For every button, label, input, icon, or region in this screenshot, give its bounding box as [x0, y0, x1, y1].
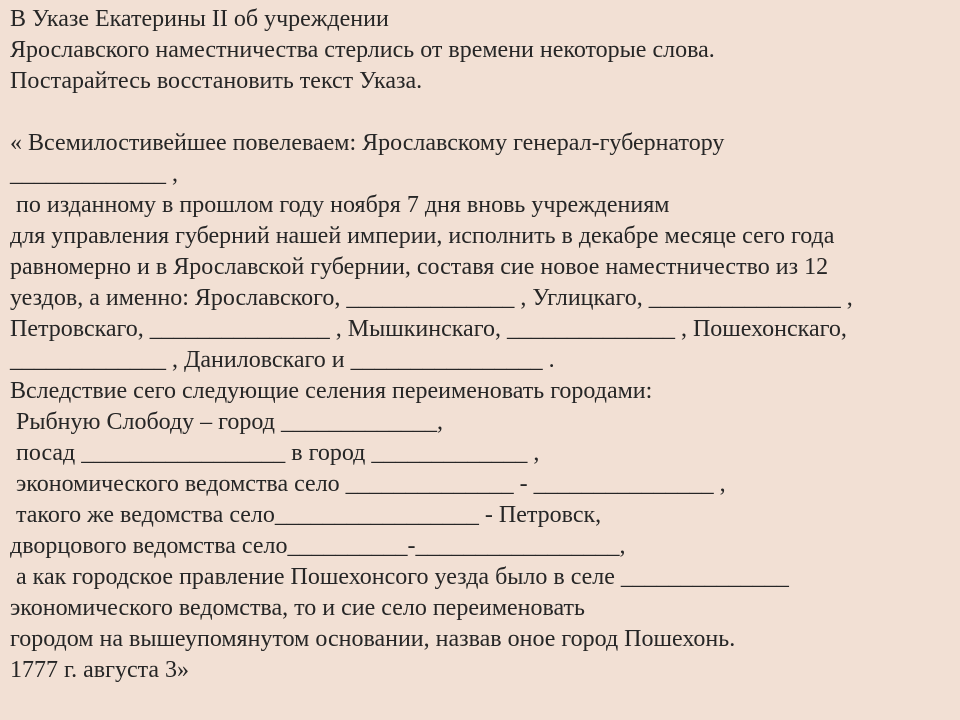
decree-line: « Всемилостивейшее повелеваем: Ярославскому генерал-губернатору [10, 130, 725, 156]
decree-line: экономического ведомства, то и сие село переименовать [10, 595, 585, 621]
decree-line: такого же ведомства село_________________ - Петровск, [10, 502, 602, 528]
decree-line: _____________ , Даниловскаго и ________________ . [10, 347, 555, 373]
intro-line: Ярославского наместничества стерлись от времени некоторые слова. [10, 37, 715, 63]
decree-line: равномерно и в Ярославской губернии, составя сие новое наместничество из 12 [10, 254, 829, 280]
decree-line: Петровскаго, _______________ , Мышкинскаго, ______________ , Пошехонскаго, [10, 316, 847, 342]
decree-line: посад _________________ в город _____________ , [10, 440, 540, 466]
intro-line: Постарайтесь восстановить текст Указа. [10, 68, 423, 94]
intro-line: В Указе Екатерины II об учреждении [10, 6, 389, 32]
decree-line: уездов, а именно: Ярославского, ______________ , Углицкаго, ________________ , [10, 285, 853, 311]
decree-line: дворцового ведомства село__________-_________________, [10, 533, 626, 559]
decree-line: городом на вышеупомянутом основании, назвав оное город Пошехонь. [10, 626, 736, 652]
decree-line: _____________ , [10, 161, 178, 187]
decree-line: Вследствие сего следующие селения переименовать городами: [10, 378, 653, 404]
decree-line: экономического ведомства село ______________ - _______________ , [10, 471, 726, 497]
decree-line: для управления губерний нашей империи, исполнить в декабре месяце сего года [10, 223, 835, 249]
decree-line: по изданному в прошлом году ноября 7 дня вновь учреждениям [10, 192, 670, 218]
paragraph-spacer [10, 97, 955, 128]
decree-line: Рыбную Слободу – город _____________, [10, 409, 443, 435]
decree-line: а как городское правление Пошехонсого уезда было в селе ______________ [10, 564, 789, 590]
decree-line: 1777 г. августа 3» [10, 657, 190, 683]
slide-text [10, 4, 955, 686]
